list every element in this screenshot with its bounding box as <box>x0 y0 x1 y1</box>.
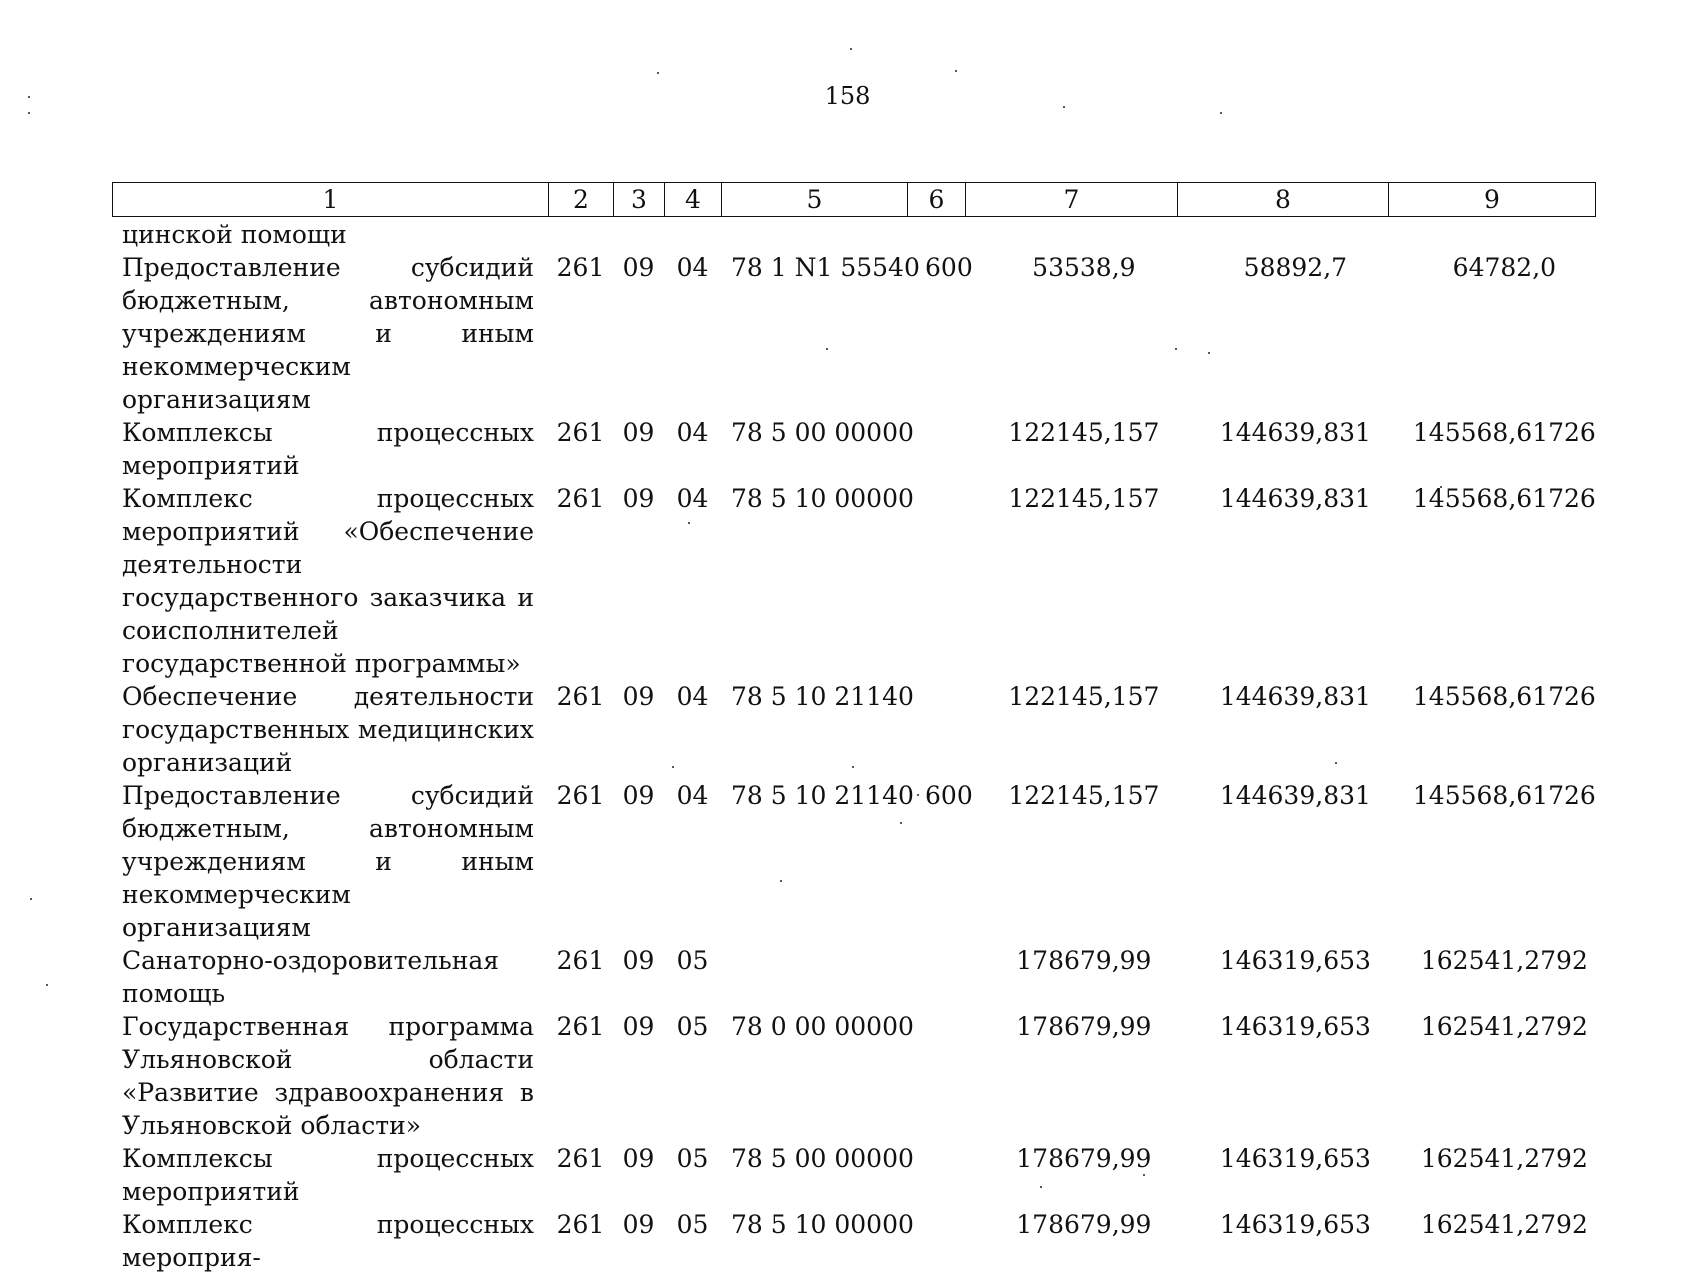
header-cell: 3 <box>614 183 665 217</box>
scan-speck <box>850 48 852 50</box>
cell-section: 09 <box>622 418 655 447</box>
header-cell: 4 <box>665 183 722 217</box>
cell-amount-year3: 162541,2792 <box>1420 1210 1588 1239</box>
cell-amount-year2: 146319,653 <box>1219 1012 1371 1041</box>
cell-amount-year3: 162541,2792 <box>1420 946 1588 975</box>
cell-subsection: 05 <box>676 946 709 975</box>
cell-target-article <box>721 944 920 1010</box>
cell-expense-type: 600 <box>925 253 973 282</box>
cell-admin-code: 261 <box>556 1210 605 1239</box>
cell-section: 09 <box>622 1210 655 1239</box>
table-row <box>112 944 1608 1010</box>
row-name: Комплекс процессных мероприятий «Обеспечение деятельности государственного заказчика и соисполнителей государственной программы» <box>122 484 534 678</box>
cell-amount-year3: 145568,61726 <box>1412 781 1596 810</box>
cell-amount-year2: 144639,831 <box>1219 418 1371 447</box>
budget-table <box>112 218 1608 1274</box>
cell-amount-year2: 58892,7 <box>1243 253 1348 282</box>
cell-amount-year3: 145568,61726 <box>1412 484 1596 513</box>
cell-amount-year1: 178679,99 <box>1016 1210 1152 1239</box>
cell-expense-type <box>920 1208 978 1274</box>
cell-target-article: 78 5 10 00000 <box>731 484 914 513</box>
cell-admin-code: 261 <box>556 418 605 447</box>
header-row <box>113 183 1596 217</box>
cell-expense-type <box>920 416 978 482</box>
cell-admin-code: 261 <box>556 946 605 975</box>
cell-subsection: 04 <box>676 484 709 513</box>
header-cell: 2 <box>549 183 614 217</box>
cell-section: 09 <box>622 1144 655 1173</box>
cell-amount-year1: 178679,99 <box>1016 1012 1152 1041</box>
cell-amount-year1: 122145,157 <box>1008 781 1160 810</box>
table-row <box>112 1142 1608 1208</box>
cell-section: 09 <box>622 253 655 282</box>
cell-section: 09 <box>622 781 655 810</box>
cell-amount-year3: 162541,2792 <box>1420 1012 1588 1041</box>
cell-amount-year1: 53538,9 <box>1032 253 1136 282</box>
cell-expense-type <box>920 944 978 1010</box>
table-row <box>112 680 1608 779</box>
cell-admin-code: 261 <box>556 781 605 810</box>
continuation-text: цинской помощи <box>122 220 347 249</box>
cell-expense-type <box>920 1142 978 1208</box>
cell-admin-code: 261 <box>556 1012 605 1041</box>
cell-subsection: 05 <box>676 1012 709 1041</box>
cell-expense-type <box>920 1010 978 1142</box>
cell-expense-type <box>920 680 978 779</box>
row-name: Комплексы процессных мероприятий <box>122 418 534 480</box>
table-row <box>112 482 1608 680</box>
cell-amount-year3: 64782,0 <box>1452 253 1557 282</box>
cell-subsection: 04 <box>676 682 709 711</box>
table-row <box>112 416 1608 482</box>
header-cell: 5 <box>722 183 908 217</box>
row-name: Предоставление субсидий бюджетным, автономным учреждениям и иным некоммерческим организациям <box>122 253 534 414</box>
cell-amount-year2: 146319,653 <box>1219 946 1371 975</box>
scan-speck <box>1220 112 1222 114</box>
table-row <box>112 251 1608 416</box>
table-row <box>112 1208 1608 1274</box>
cell-amount-year2: 146319,653 <box>1219 1144 1371 1173</box>
cell-subsection: 04 <box>676 253 709 282</box>
cell-admin-code: 261 <box>556 253 605 282</box>
cell-section: 09 <box>622 1012 655 1041</box>
scan-speck <box>1063 106 1065 108</box>
row-name: Обеспечение деятельности государственных медицинских организаций <box>122 682 534 777</box>
cell-admin-code: 261 <box>556 484 605 513</box>
scan-speck <box>30 898 32 900</box>
scan-speck <box>657 72 659 74</box>
scan-speck <box>46 984 48 986</box>
cell-amount-year1: 122145,157 <box>1008 418 1160 447</box>
page-number: 158 <box>824 82 871 110</box>
cell-amount-year3: 145568,61726 <box>1412 418 1596 447</box>
cell-target-article: 78 0 00 00000 <box>731 1012 914 1041</box>
cell-target-article: 78 5 10 21140 <box>731 682 914 711</box>
cell-amount-year1: 122145,157 <box>1008 484 1160 513</box>
cell-admin-code: 261 <box>556 1144 605 1173</box>
header-cell: 8 <box>1178 183 1389 217</box>
cell-subsection: 05 <box>676 1210 709 1239</box>
cell-amount-year2: 146319,653 <box>1219 1210 1371 1239</box>
cell-amount-year3: 162541,2792 <box>1420 1144 1588 1173</box>
cell-amount-year2: 144639,831 <box>1219 484 1371 513</box>
cell-target-article: 78 1 N1 55540 <box>731 253 920 282</box>
cell-admin-code: 261 <box>556 682 605 711</box>
cell-target-article: 78 5 00 00000 <box>731 418 914 447</box>
cell-section: 09 <box>622 682 655 711</box>
table-row <box>112 779 1608 944</box>
header-cell: 7 <box>966 183 1178 217</box>
cell-section: 09 <box>622 484 655 513</box>
row-name: Комплексы процессных мероприятий <box>122 1144 534 1206</box>
continuation-row <box>112 218 1608 251</box>
row-name: Санаторно-оздоровительная помощь <box>122 946 500 1008</box>
cell-target-article: 78 5 10 00000 <box>731 1210 914 1239</box>
cell-expense-type: 600 <box>925 781 973 810</box>
scan-speck <box>28 96 30 98</box>
cell-amount-year1: 178679,99 <box>1016 1144 1152 1173</box>
cell-expense-type <box>920 482 978 680</box>
scan-speck <box>28 112 30 114</box>
row-name: Комплекс процессных мероприя- <box>122 1210 534 1272</box>
cell-subsection: 04 <box>676 781 709 810</box>
table-header <box>112 182 1596 217</box>
cell-subsection: 04 <box>676 418 709 447</box>
cell-amount-year1: 122145,157 <box>1008 682 1160 711</box>
cell-target-article: 78 5 10 21140 <box>731 781 914 810</box>
cell-target-article: 78 5 00 00000 <box>731 1144 914 1173</box>
cell-amount-year3: 145568,61726 <box>1412 682 1596 711</box>
cell-amount-year2: 144639,831 <box>1219 682 1371 711</box>
cell-section: 09 <box>622 946 655 975</box>
header-cell: 9 <box>1389 183 1596 217</box>
header-cell: 1 <box>113 183 549 217</box>
row-name: Предоставление субсидий бюджетным, автономным учреждениям и иным некоммерческим организациям <box>122 781 534 942</box>
header-cell: 6 <box>908 183 966 217</box>
cell-amount-year2: 144639,831 <box>1219 781 1371 810</box>
row-name: Государственная программа Ульяновской области «Развитие здравоохранения в Ульяновской области» <box>122 1012 534 1140</box>
cell-subsection: 05 <box>676 1144 709 1173</box>
table-row <box>112 1010 1608 1142</box>
cell-amount-year1: 178679,99 <box>1016 946 1152 975</box>
scan-speck <box>955 70 957 72</box>
